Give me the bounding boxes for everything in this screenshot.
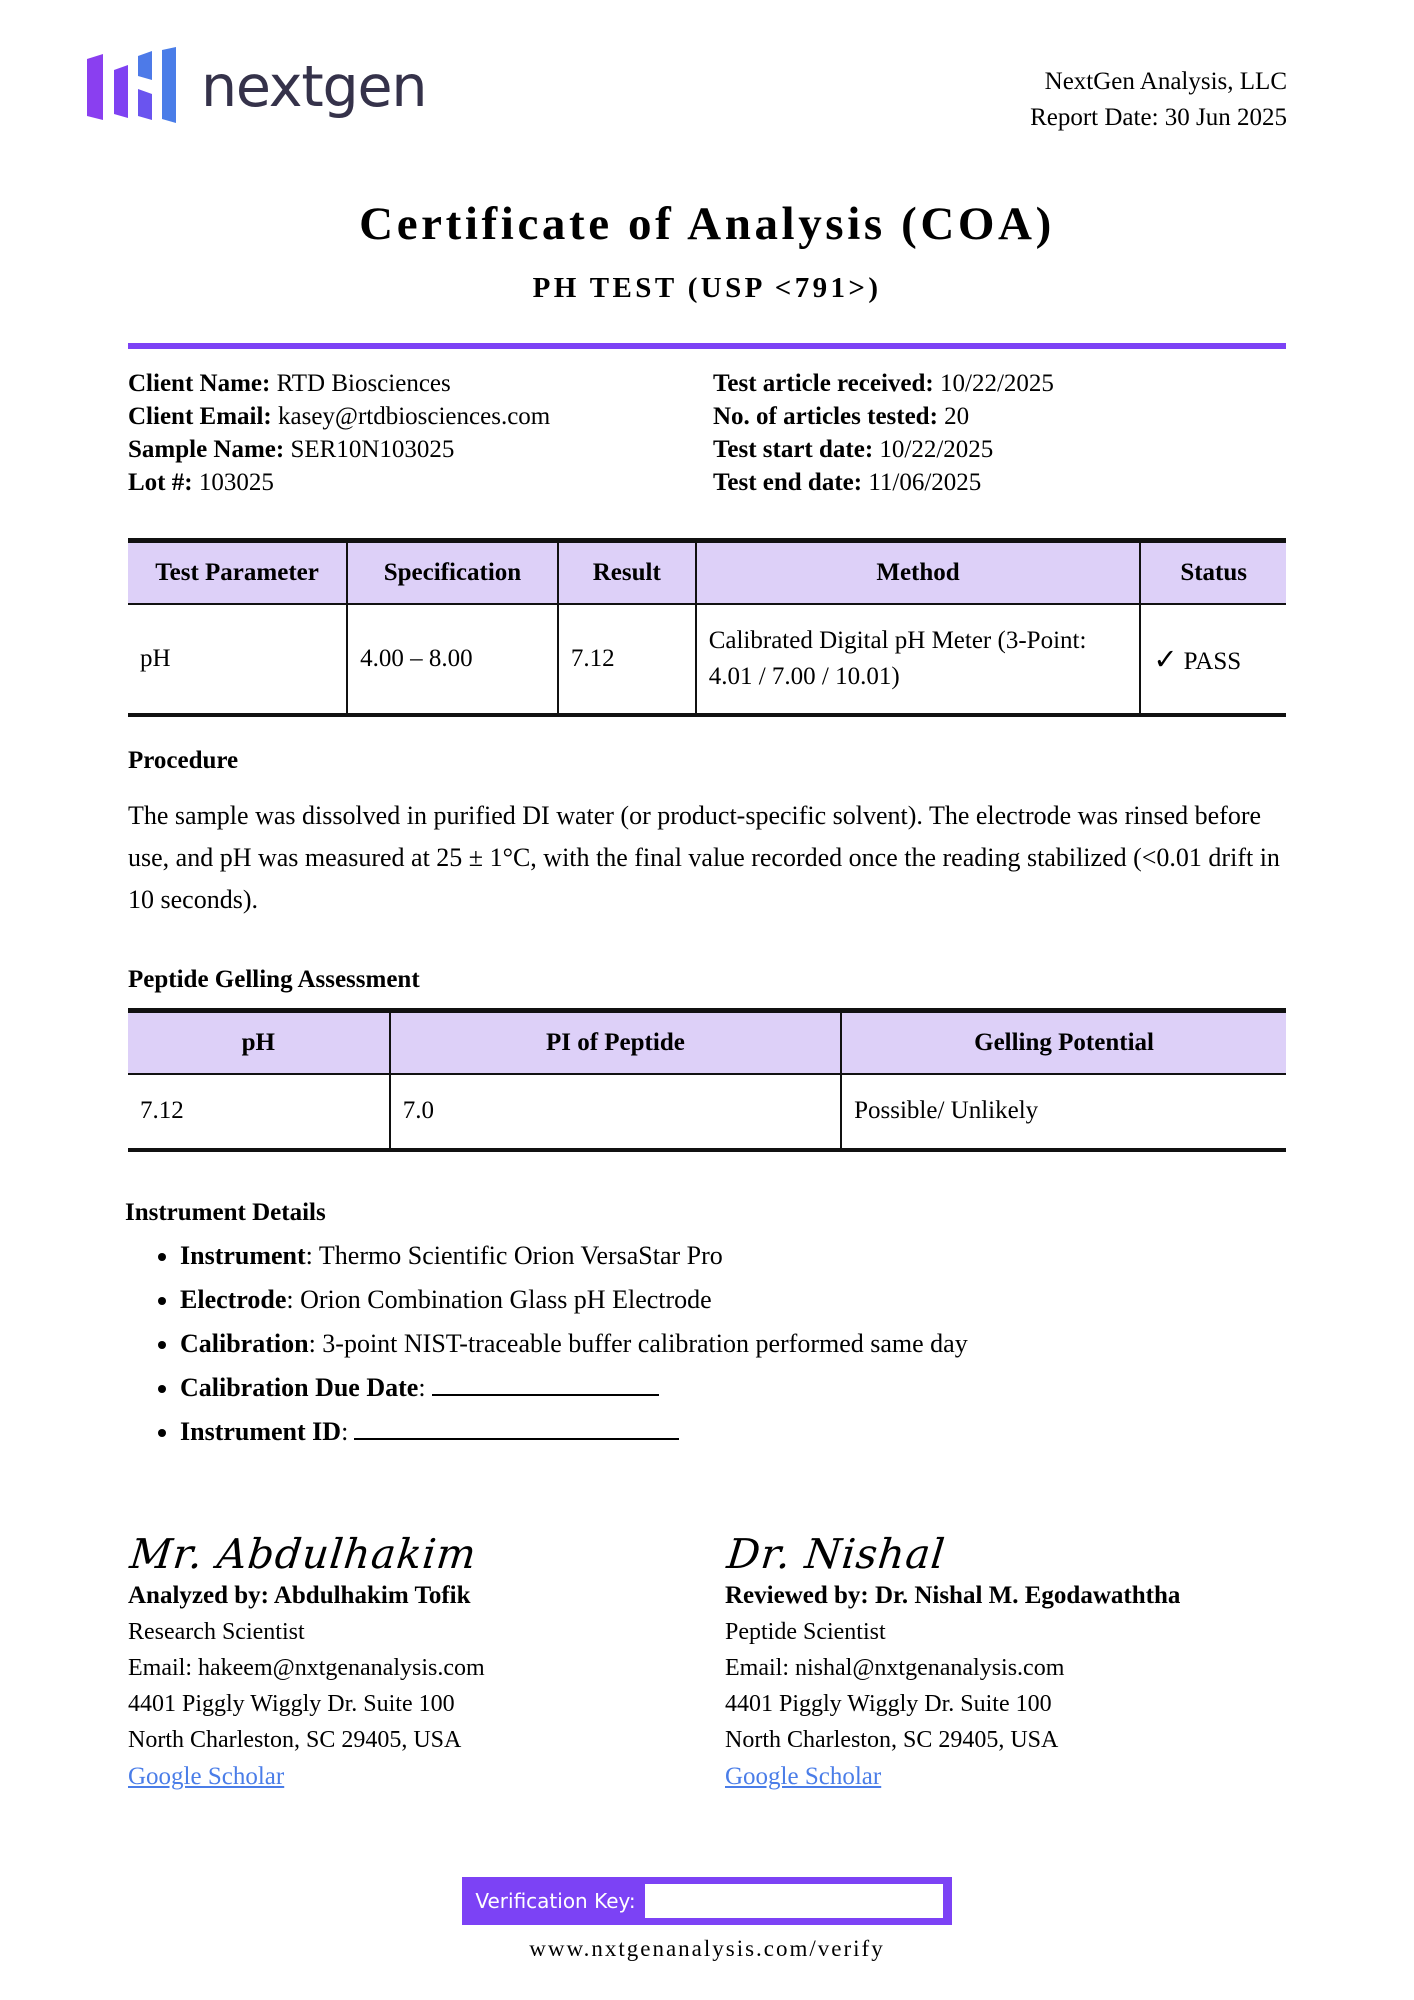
procedure-heading: Procedure — [128, 747, 239, 775]
reviewer-email: Email: nishal@nxtgenanalysis.com — [725, 1655, 1065, 1682]
list-item — [180, 1284, 1286, 1315]
document-footer — [0, 1877, 1414, 1962]
check-icon: ✓ — [1153, 641, 1178, 676]
column-header-gelling-potential: Gelling Potential — [841, 1011, 1286, 1075]
results-table-head — [128, 540, 1286, 604]
metadata-label: Client Email: — [128, 402, 272, 430]
reviewer-role: Peptide Scientist — [725, 1619, 886, 1646]
detail-value: : — [418, 1373, 426, 1403]
sample-metadata — [128, 367, 1286, 500]
cell-method: Calibrated Digital pH Meter (3-Point: 4.01 / 7.00 / 10.01) — [696, 604, 1141, 716]
instrument-id-blank[interactable] — [354, 1418, 679, 1440]
signature-section — [127, 1529, 1286, 1795]
analyzed-by-name: Analyzed by: Abdulhakim Tofik — [128, 1581, 471, 1609]
table-row — [128, 1074, 1286, 1149]
analyst-google-scholar-link[interactable]: Google Scholar — [128, 1763, 285, 1791]
cell-pi: 7.0 — [390, 1074, 841, 1149]
analyst-role: Research Scientist — [128, 1619, 305, 1646]
signature-block-analyst — [127, 1529, 707, 1795]
column-header-test-parameter: Test Parameter — [128, 540, 347, 604]
signature-mark-analyst — [127, 1529, 707, 1578]
document-header — [128, 40, 1286, 152]
accent-divider — [128, 343, 1286, 349]
results-table-wrapper — [128, 538, 1286, 718]
company-info — [1030, 64, 1287, 135]
metadata-row — [128, 433, 707, 466]
table-header-row — [128, 540, 1286, 604]
procedure-text: The sample was dissolved in purified DI water (or product-specific solvent). The electrode was rinsed before use, and pH was measured at 25 ± 1°C, with the final value recorded once the reading stabilized (<0.01 drift in 10 seconds). — [128, 801, 1280, 915]
signature-script-analyst: Mr. Abdulhakim — [127, 1529, 480, 1578]
verification-key-input[interactable] — [645, 1884, 943, 1918]
gelling-table-head — [128, 1011, 1286, 1075]
instrument-details-list — [128, 1240, 1286, 1448]
cell-ph: 7.12 — [128, 1074, 390, 1149]
metadata-row — [713, 367, 1286, 400]
metadata-row — [713, 400, 1286, 433]
table-row — [128, 604, 1286, 716]
brand-wordmark: nextgen — [201, 54, 427, 120]
gelling-heading: Peptide Gelling Assessment — [128, 966, 420, 994]
metadata-right-column — [707, 367, 1286, 500]
reviewer-address-line2: North Charleston, SC 29405, USA — [725, 1727, 1059, 1754]
detail-label: Calibration Due Date — [180, 1373, 419, 1403]
signature-block-reviewer — [707, 1529, 1286, 1795]
signature-mark-reviewer — [724, 1529, 1286, 1578]
calibration-due-date-blank[interactable] — [432, 1374, 659, 1396]
metadata-value: 103025 — [198, 469, 274, 497]
verification-url: www.nxtgenanalysis.com/verify — [529, 1936, 885, 1961]
metadata-left-column — [128, 367, 707, 500]
metadata-label: Client Name: — [128, 369, 271, 397]
cell-gelling-potential: Possible/ Unlikely — [841, 1074, 1286, 1149]
column-header-ph: pH — [128, 1011, 390, 1075]
signature-script-reviewer: Dr. Nishal — [724, 1529, 948, 1578]
metadata-label: Test start date: — [713, 436, 874, 464]
analyst-address-line2: North Charleston, SC 29405, USA — [128, 1727, 462, 1754]
metadata-row — [713, 433, 1286, 466]
metadata-value: kasey@rtdbiosciences.com — [278, 402, 551, 430]
gelling-table-wrapper — [128, 1008, 1286, 1151]
detail-label: Instrument ID — [180, 1417, 342, 1447]
metadata-value: 20 — [944, 402, 970, 430]
company-name: NextGen Analysis, LLC — [1044, 68, 1287, 95]
cell-result: 7.12 — [558, 604, 696, 716]
nextgen-bars-logo-icon — [83, 46, 179, 129]
metadata-label: Test article received: — [713, 369, 934, 397]
metadata-row — [128, 400, 707, 433]
status-label: PASS — [1183, 647, 1242, 675]
metadata-value: 11/06/2025 — [868, 469, 982, 497]
status-badge — [1140, 604, 1286, 716]
instrument-details-heading: Instrument Details — [125, 1198, 326, 1226]
brand-lockup — [83, 46, 426, 129]
metadata-row — [128, 466, 707, 499]
table-header-row — [128, 1011, 1286, 1075]
list-item — [180, 1372, 1286, 1403]
list-item — [180, 1240, 1286, 1271]
results-table — [128, 538, 1286, 718]
list-item — [180, 1416, 1286, 1447]
page-title: Certificate of Analysis (COA) — [359, 198, 1055, 250]
results-table-body — [128, 604, 1286, 716]
metadata-label: No. of articles tested: — [713, 402, 938, 430]
metadata-row — [128, 367, 707, 400]
verification-key-label: Verification Key: — [475, 1889, 636, 1913]
detail-label: Calibration — [180, 1329, 309, 1359]
cell-specification: 4.00 – 8.00 — [347, 604, 558, 716]
gelling-table-body — [128, 1074, 1286, 1149]
metadata-value: 10/22/2025 — [940, 369, 1054, 397]
metadata-row — [713, 466, 1286, 499]
metadata-label: Test end date: — [713, 469, 863, 497]
detail-value: : — [341, 1417, 349, 1447]
reviewer-google-scholar-link[interactable]: Google Scholar — [725, 1763, 882, 1791]
detail-value: : Orion Combination Glass pH Electrode — [286, 1284, 712, 1314]
column-header-pi-of-peptide: PI of Peptide — [390, 1011, 841, 1075]
analyst-email: Email: hakeem@nxtgenanalysis.com — [128, 1655, 485, 1682]
reviewed-by-name: Reviewed by: Dr. Nishal M. Egodawaththa — [725, 1581, 1181, 1609]
gelling-table — [128, 1008, 1286, 1151]
reviewer-address-line1: 4401 Piggly Wiggly Dr. Suite 100 — [725, 1691, 1052, 1718]
metadata-value: RTD Biosciences — [276, 369, 451, 397]
detail-value: : 3-point NIST-traceable buffer calibration performed same day — [308, 1329, 968, 1359]
cell-test-parameter: pH — [128, 604, 347, 716]
column-header-method: Method — [696, 540, 1141, 604]
report-date: Report Date: 30 Jun 2025 — [1030, 103, 1287, 131]
column-header-result: Result — [558, 540, 696, 604]
detail-label: Electrode — [180, 1284, 287, 1314]
column-header-status: Status — [1140, 540, 1286, 604]
list-item — [180, 1328, 1286, 1359]
analyst-address-line1: 4401 Piggly Wiggly Dr. Suite 100 — [128, 1691, 455, 1718]
metadata-label: Lot #: — [128, 469, 193, 497]
metadata-label: Sample Name: — [128, 436, 285, 464]
column-header-specification: Specification — [347, 540, 558, 604]
page-subtitle: PH TEST (USP <791>) — [532, 271, 882, 304]
metadata-value: 10/22/2025 — [879, 436, 994, 464]
detail-value: : Thermo Scientific Orion VersaStar Pro — [305, 1240, 723, 1270]
detail-label: Instrument — [180, 1240, 306, 1270]
verification-key-box — [462, 1877, 951, 1925]
metadata-value: SER10N103025 — [290, 436, 455, 464]
